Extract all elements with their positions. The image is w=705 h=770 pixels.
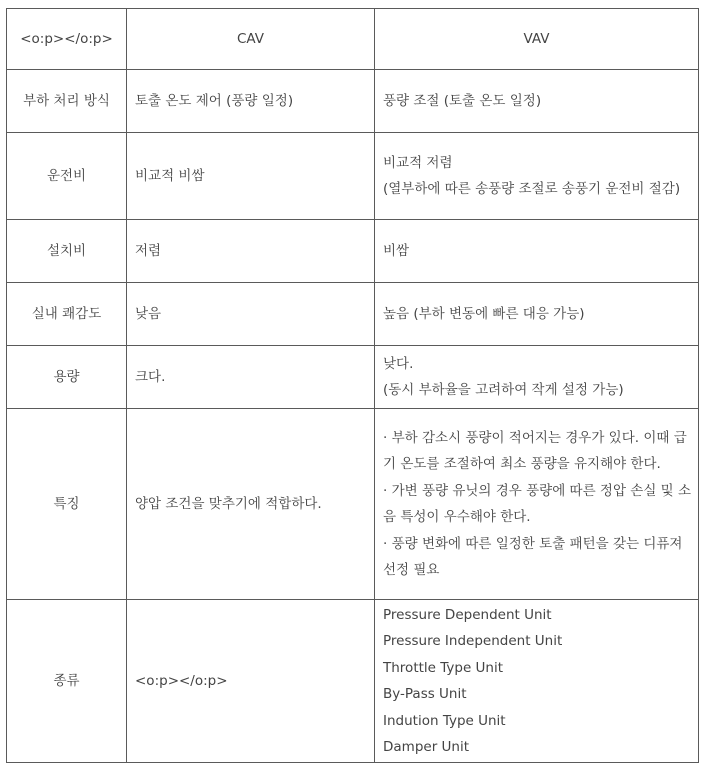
row-comfort xyxy=(7,283,699,346)
cell-cav-features: 양압 조건을 맞추기에 적합하다. xyxy=(127,409,375,600)
row-label-features: 특징 xyxy=(7,409,127,600)
vav-type-item: Indution Type Unit xyxy=(383,712,506,729)
row-label-operating-cost: 운전비 xyxy=(7,133,127,220)
vav-type-item: Pressure Independent Unit xyxy=(383,633,563,649)
cell-vav-types xyxy=(375,600,699,763)
cell-vav-capacity xyxy=(375,346,699,409)
header-corner-cell: <o:p></o:p> xyxy=(7,9,127,70)
vav-capacity-line1: 낮다. xyxy=(383,355,414,372)
vav-type-item: By-Pass Unit xyxy=(383,686,467,702)
cell-cav-install-cost: 저렴 xyxy=(127,220,375,283)
cav-vav-comparison-table xyxy=(6,8,699,763)
vav-type-item: Damper Unit xyxy=(383,739,470,755)
row-label-load-method: 부하 처리 방식 xyxy=(7,70,127,133)
vav-feature-item: · 가변 풍량 유닛의 경우 풍량에 따른 정압 손실 및 소음 특성이 우수해야 한다. xyxy=(383,482,692,525)
vav-operating-cost-line1: 비교적 저렴 xyxy=(383,154,453,171)
row-features xyxy=(7,409,699,600)
header-vav: VAV xyxy=(375,9,699,70)
row-label-types: 종류 xyxy=(7,600,127,763)
vav-type-item: Throttle Type Unit xyxy=(383,659,504,676)
vav-feature-item: · 부하 감소시 풍량이 적어지는 경우가 있다. 이때 급기 온도를 조절하여 최소 풍량을 유지해야 한다. xyxy=(383,429,687,472)
cell-vav-operating-cost xyxy=(375,133,699,220)
row-label-capacity: 용량 xyxy=(7,346,127,409)
cell-cav-capacity: 크다. xyxy=(127,346,375,409)
cell-vav-features xyxy=(375,409,699,600)
cell-vav-comfort: 높음 (부하 변동에 빠른 대응 가능) xyxy=(375,283,699,346)
row-label-comfort: 실내 쾌감도 xyxy=(7,283,127,346)
cell-cav-comfort: 낮음 xyxy=(127,283,375,346)
vav-type-item: Pressure Dependent Unit xyxy=(383,606,552,623)
cell-cav-types: <o:p></o:p> xyxy=(127,600,375,763)
row-label-install-cost: 설치비 xyxy=(7,220,127,283)
row-operating-cost xyxy=(7,133,699,220)
row-capacity xyxy=(7,346,699,409)
row-load-method xyxy=(7,70,699,133)
vav-operating-cost-line2: (열부하에 따른 송풍량 조절로 송풍기 운전비 절감) xyxy=(383,181,681,197)
cell-vav-load-method: 풍량 조절 (토출 온도 일정) xyxy=(375,70,699,133)
cell-cav-load-method: 토출 온도 제어 (풍량 일정) xyxy=(127,70,375,133)
row-install-cost xyxy=(7,220,699,283)
vav-capacity-line2: (동시 부하율을 고려하여 작게 설정 가능) xyxy=(383,382,624,398)
cell-cav-operating-cost: 비교적 비쌈 xyxy=(127,133,375,220)
row-types xyxy=(7,600,699,763)
cell-vav-install-cost: 비쌈 xyxy=(375,220,699,283)
vav-feature-item: · 풍량 변화에 따른 일정한 토출 패턴을 갖는 디퓨져 선정 필요 xyxy=(383,535,683,578)
header-cav: CAV xyxy=(127,9,375,70)
header-row xyxy=(7,9,699,70)
